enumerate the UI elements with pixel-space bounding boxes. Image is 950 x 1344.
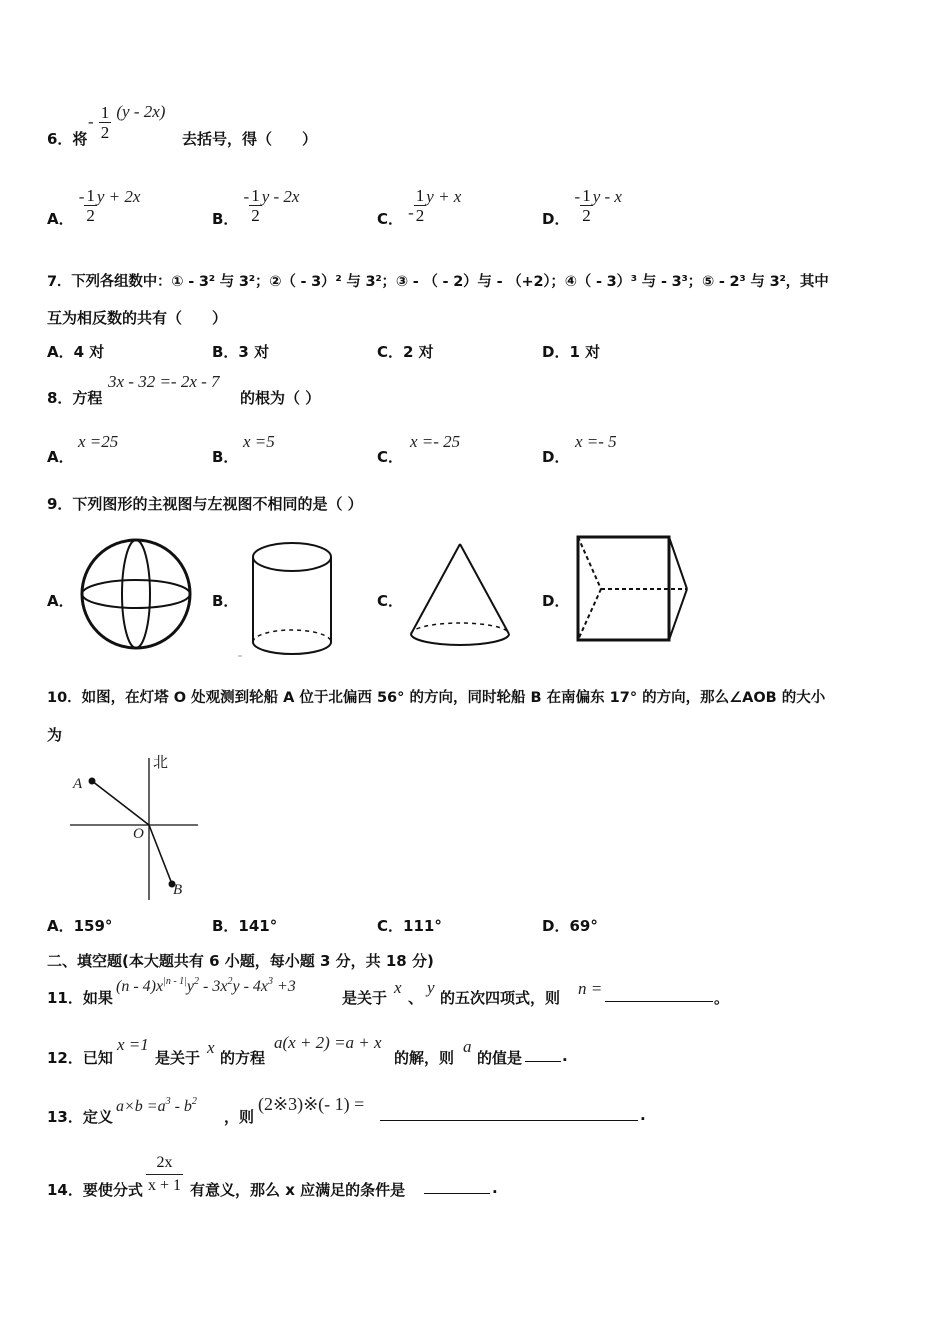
q8-option-a-label[interactable]: A． [47, 448, 74, 466]
q8-option-a-expr[interactable]: x =25 [78, 432, 119, 451]
q14-end: . [492, 1179, 498, 1197]
q12-mid2: 的方程 [220, 1049, 266, 1067]
q8-option-b-label[interactable]: B． [212, 448, 239, 466]
q7-option-c[interactable]: C．2 对 [377, 343, 434, 361]
q7-option-d[interactable]: D．1 对 [542, 343, 601, 361]
q11-var-y: y [427, 978, 435, 997]
q10-option-b[interactable]: B．141° [212, 917, 278, 935]
q9-option-d[interactable]: D． [542, 592, 570, 610]
q6-stem-number: 6．将 [47, 130, 88, 148]
q9-option-b[interactable]: B． [212, 592, 239, 610]
sphere-figure[interactable] [78, 538, 196, 650]
q13-stem-number: 13．定义 [47, 1108, 113, 1126]
q6-option-d[interactable]: D． - $\frac{1}{2}$ y - x [542, 186, 622, 228]
q14-stem-number: 14．要使分式 [47, 1181, 143, 1199]
q13-answer-blank[interactable] [380, 1120, 638, 1121]
compass-figure [66, 750, 206, 900]
q8-option-c-expr[interactable]: x =- 25 [410, 432, 461, 451]
q11-var-x: x [394, 978, 402, 997]
q14-tail: 有意义，那么 x 应满足的条件是 [190, 1181, 406, 1199]
q12-tail: 的值是 [477, 1049, 523, 1067]
q7-stem-line2: 互为相反数的共有（ ） [47, 309, 228, 327]
cone-figure[interactable] [405, 542, 515, 647]
q8-option-d-label[interactable]: D． [542, 448, 570, 466]
q10-stem-line2: 为 [47, 726, 63, 744]
q8-equation: 3x - 32 =- 2x - 7 [108, 372, 220, 391]
q13-mid: ，则 [224, 1108, 255, 1126]
q10-option-c[interactable]: C．111° [377, 917, 442, 935]
q9-option-c[interactable]: C． [377, 592, 404, 610]
q6-option-a[interactable]: A． - $\frac{1}{2}$ y + 2x [47, 186, 141, 228]
q10-option-d[interactable]: D．69° [542, 917, 598, 935]
q6-option-b[interactable]: B． - $\frac{1}{2}$ y - 2x [212, 186, 300, 228]
q12-var-a: a [463, 1037, 472, 1056]
q13-definition: $a\times b =a^3 - b^2$ [116, 1096, 197, 1115]
point-b-label: B [173, 882, 183, 898]
north-label: 北 [153, 753, 169, 771]
q12-end: . [562, 1047, 568, 1065]
q7-option-a[interactable]: A．4 对 [47, 343, 105, 361]
q8-stem-tail: 的根为（ ） [240, 389, 321, 407]
section-2-title: 二、填空题(本大题共有 6 小题，每小题 3 分，共 18 分) [47, 952, 434, 970]
point-a-label: A [73, 776, 83, 792]
prism-figure[interactable] [575, 534, 695, 644]
q9-option-a[interactable]: A． [47, 592, 74, 610]
cylinder-figure[interactable] [238, 540, 338, 660]
point-o-label: O [133, 826, 144, 842]
q11-var-n: n = [578, 979, 603, 998]
q8-option-c-label[interactable]: C． [377, 448, 404, 466]
q8-option-b-expr[interactable]: x =5 [243, 432, 275, 451]
q11-mid-text: 是关于 [342, 989, 388, 1007]
q11-separator: 、 [408, 989, 424, 1007]
q12-equation: a(x + 2) =a + x [274, 1033, 382, 1052]
q6-option-c[interactable]: C． - $\frac{1}{2}$ y + x [377, 186, 462, 228]
q11-tail: 的五次四项式，则 [440, 989, 561, 1007]
q13-end: . [640, 1106, 646, 1124]
q11-polynomial: $(n - 4)x^{|n - 1|}y^2 - 3x^2y - 4x^3 +3$ [116, 976, 296, 995]
q7-option-b[interactable]: B．3 对 [212, 343, 270, 361]
q6-expression: - $\frac{1}{2}$ (y - 2x) [88, 102, 166, 142]
q12-answer-blank[interactable] [525, 1061, 561, 1062]
q6-stem-tail: 去括号，得（ ） [182, 130, 318, 148]
q11-answer-blank[interactable] [605, 1001, 713, 1002]
q11-end: 。 [714, 989, 730, 1007]
q7-stem-line1: 7．下列各组数中：① - 3² 与 3²；②（ - 3）² 与 3²；③ - （ - 2）与 - （+2）；④（ - 3）³ 与 - 3³；⑤ - 2³ 与 3²，其中 [47, 274, 829, 290]
q12-mid3: 的解，则 [394, 1049, 455, 1067]
q14-fraction: $\frac{2x}{x + 1}$ [148, 1154, 182, 1194]
q12-expr: x =1 [117, 1035, 149, 1054]
q12-var-x: x [207, 1038, 215, 1057]
q8-stem-number: 8．方程 [47, 389, 103, 407]
q10-option-a[interactable]: A．159° [47, 917, 113, 935]
q10-stem-line1: 10．如图，在灯塔 O 处观测到轮船 A 位于北偏西 56° 的方向，同时轮船 B 在南偏东 17° 的方向，那么∠AOB 的大小 [47, 690, 826, 706]
q8-option-d-expr[interactable]: x =- 5 [575, 432, 617, 451]
q14-answer-blank[interactable] [424, 1193, 490, 1194]
q11-stem-number: 11．如果 [47, 989, 113, 1007]
q9-stem: 9．下列图形的主视图与左视图不相同的是（ ） [47, 495, 363, 513]
q12-stem-number: 12．已知 [47, 1049, 113, 1067]
q13-expression: (2※3)※(- 1) = [258, 1094, 365, 1114]
q12-mid1: 是关于 [155, 1049, 201, 1067]
